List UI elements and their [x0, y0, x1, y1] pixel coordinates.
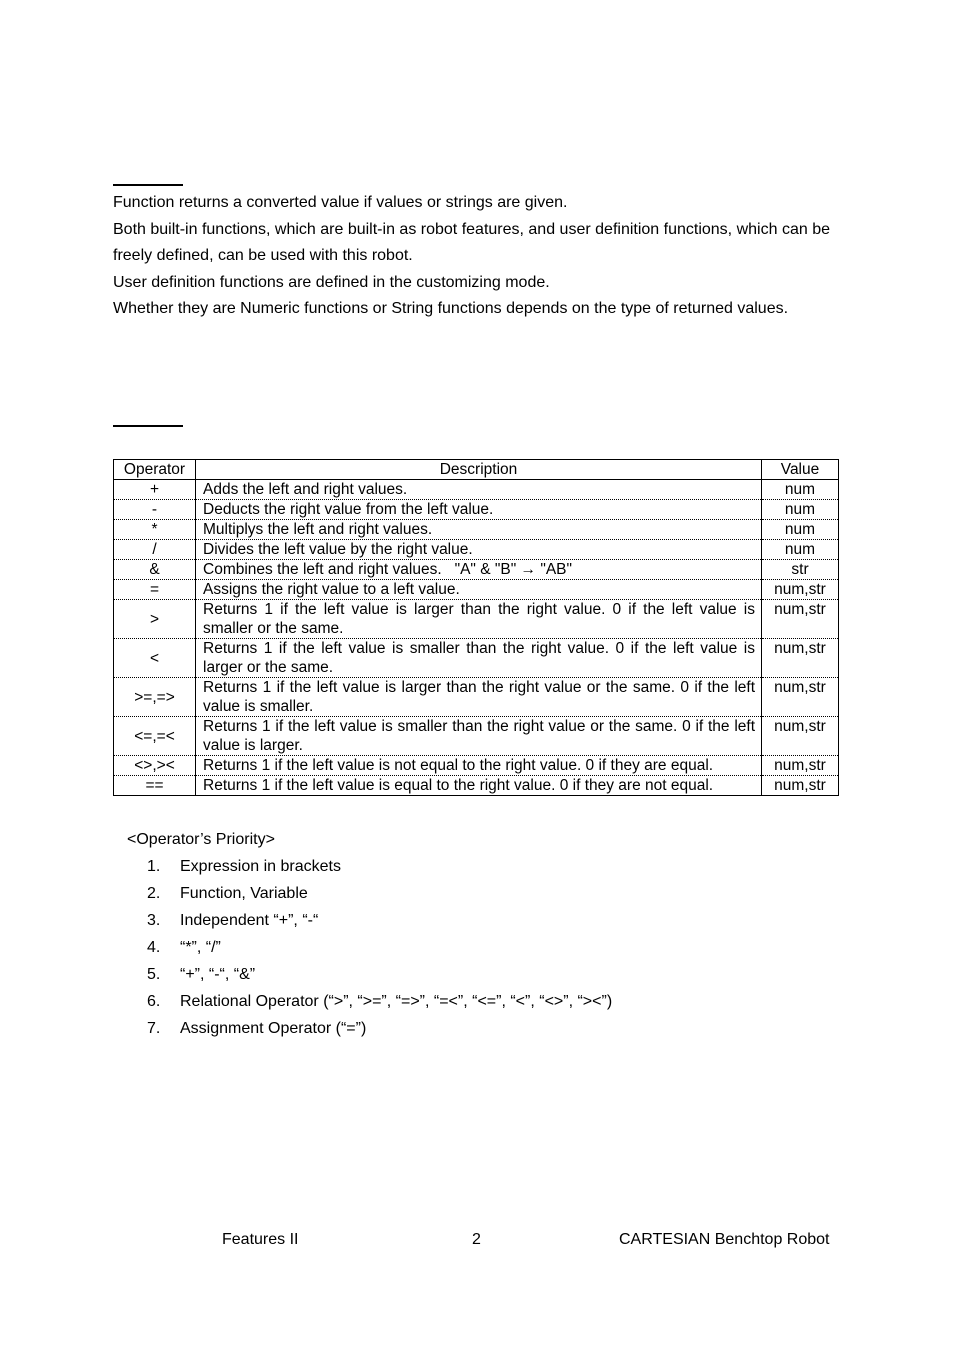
- table-row: [114, 580, 839, 600]
- value-cell: num,str: [762, 600, 839, 639]
- operator-cell: ==: [114, 776, 196, 796]
- operator-cell: +: [114, 480, 196, 500]
- page-number: 2: [472, 1231, 481, 1248]
- list-item: [127, 1015, 612, 1042]
- description-cell: Returns 1 if the left value is larger than the right value. 0 if the left value is smaller or the same.: [196, 600, 762, 639]
- list-item: [127, 988, 612, 1015]
- section-rule-functions: [113, 184, 183, 186]
- table-row: [114, 639, 839, 678]
- item-text: “+”, “-“, “&”: [180, 966, 256, 983]
- table-row: [114, 600, 839, 639]
- operator-cell: <: [114, 639, 196, 678]
- table-row: [114, 717, 839, 756]
- intro-line: User definition functions are defined in the customizing mode.: [113, 273, 550, 291]
- value-cell: num: [762, 480, 839, 500]
- item-text: “*”, “/”: [180, 939, 221, 956]
- item-text: Independent “+”, “-“: [180, 912, 319, 929]
- description-cell: Deducts the right value from the left value.: [196, 500, 762, 520]
- operator-cell: <=,=<: [114, 717, 196, 756]
- item-text: Relational Operator (“>”, “>=”, “=>”, “=<”, “<=”, “<”, “<>”, “><”): [180, 993, 613, 1010]
- table-row: [114, 520, 839, 540]
- footer-left: Features II: [222, 1231, 299, 1248]
- value-cell: num,str: [762, 756, 839, 776]
- intro-line: Both built-in functions, which are built-in as robot features, and user definition functions, which can be freely defined, can be used with this robot.: [113, 220, 830, 264]
- table-row: [114, 480, 839, 500]
- item-text: Expression in brackets: [180, 858, 341, 875]
- table-row: [114, 540, 839, 560]
- table-row: [114, 500, 839, 520]
- value-cell: num: [762, 500, 839, 520]
- value-cell: num: [762, 520, 839, 540]
- item-text: Assignment Operator (“=”): [180, 1020, 367, 1037]
- table-row: [114, 756, 839, 776]
- operator-cell: *: [114, 520, 196, 540]
- description-cell: Assigns the right value to a left value.: [196, 580, 762, 600]
- priority-list: [127, 853, 612, 1042]
- item-number: 1.: [147, 858, 161, 875]
- intro-line: Function returns a converted value if values or strings are given.: [113, 194, 568, 211]
- value-cell: str: [762, 560, 839, 580]
- description-cell: Returns 1 if the left value is smaller than the right value or the same. 0 if the left value is larger.: [196, 717, 762, 756]
- list-item: [127, 853, 612, 880]
- footer-right: CARTESIAN Benchtop Robot: [619, 1231, 830, 1248]
- value-cell: num,str: [762, 678, 839, 717]
- operator-cell: <>,><: [114, 756, 196, 776]
- operator-cell: /: [114, 540, 196, 560]
- description-cell: Returns 1 if the left value is not equal to the right value. 0 if they are equal.: [196, 756, 762, 776]
- item-number: 4.: [147, 939, 161, 956]
- item-number: 5.: [147, 966, 161, 983]
- item-number: 3.: [147, 912, 161, 929]
- header-value: Value: [762, 460, 839, 480]
- list-item: [127, 934, 612, 961]
- description-cell: Returns 1 if the left value is equal to the right value. 0 if they are not equal.: [196, 776, 762, 796]
- value-cell: num: [762, 540, 839, 560]
- list-item: [127, 907, 612, 934]
- table-row: [114, 776, 839, 796]
- description-cell: Returns 1 if the left value is larger than the right value or the same. 0 if the left value is smaller.: [196, 678, 762, 717]
- value-cell: num,str: [762, 580, 839, 600]
- operator-priority: [127, 826, 612, 1042]
- header-description: Description: [196, 460, 762, 480]
- list-item: [127, 961, 612, 988]
- item-text: Function, Variable: [180, 885, 308, 902]
- item-number: 2.: [147, 885, 161, 902]
- value-cell: num,str: [762, 639, 839, 678]
- description-cell: Divides the left value by the right value.: [196, 540, 762, 560]
- operator-cell: -: [114, 500, 196, 520]
- value-cell: num,str: [762, 717, 839, 756]
- table-row: [114, 560, 839, 580]
- operator-cell: >=,=>: [114, 678, 196, 717]
- item-number: 7.: [147, 1020, 161, 1037]
- operator-cell: >: [114, 600, 196, 639]
- item-number: 6.: [147, 993, 161, 1010]
- operator-table: [113, 459, 839, 796]
- value-cell: num,str: [762, 776, 839, 796]
- table-row: [114, 678, 839, 717]
- intro-line: Whether they are Numeric functions or String functions depends on the type of returned values.: [113, 300, 789, 317]
- header-operator: Operator: [114, 460, 196, 480]
- priority-title: <Operator’s Priority>: [127, 831, 275, 848]
- operator-cell: =: [114, 580, 196, 600]
- functions-intro: [113, 190, 830, 323]
- description-cell: Multiplys the left and right values.: [196, 520, 762, 540]
- description-cell: Adds the left and right values.: [196, 480, 762, 500]
- operator-cell: &: [114, 560, 196, 580]
- description-cell: Returns 1 if the left value is smaller than the right value. 0 if the left value is larger or the same.: [196, 639, 762, 678]
- list-item: [127, 880, 612, 907]
- section-rule-operators: [113, 425, 183, 427]
- description-cell: Combines the left and right values. "A" & "B" → "AB": [196, 560, 762, 580]
